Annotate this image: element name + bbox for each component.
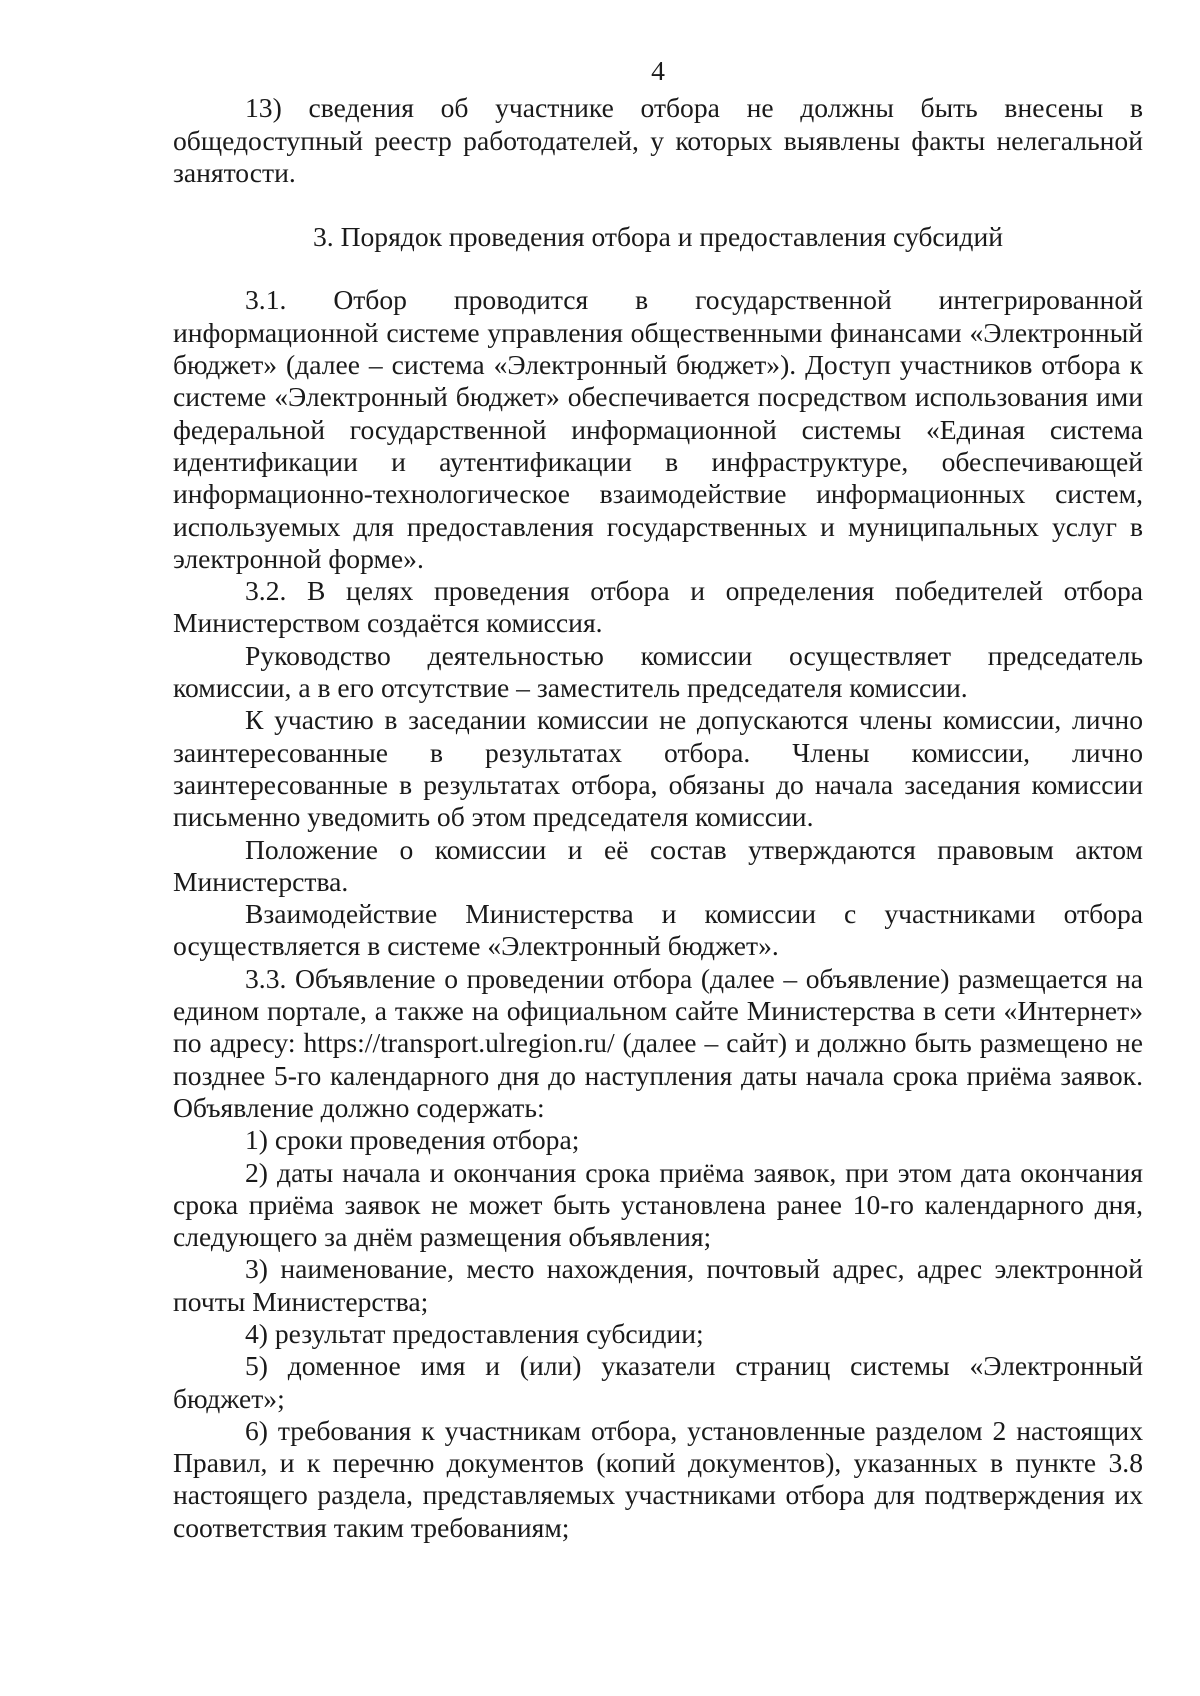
list-item-6: 6) требования к участникам отбора, установленные разделом 2 настоящих Правил, и к перечню документов (копий документов), указанных в пункте 3.8 настоящего раздела, представляемых участниками отбора для подтверждения их соответствия таким требованиям; xyxy=(173,1414,1143,1543)
paragraph-commission-leadership: Руководство деятельностью комиссии осуществляет председатель комиссии, а в его отсутствие – заместитель председателя комиссии. xyxy=(173,639,1143,704)
paragraph-3-1: 3.1. Отбор проводится в государственной интегрированной информационной системе управления общественными финансами «Электронный бюджет» (далее – система «Электронный бюджет»). Доступ участников отбора к системе «Электронный бюджет» обеспечивается посредством использования ими федеральной государственной информационной системы «Единая система идентификации и аутентификации в инфраструктуре, обеспечивающей информационно-технологическое взаимодействие информационных систем, используемых для предоставления государственных и муниципальных услуг в электронной форме». xyxy=(173,284,1143,574)
list-item-2: 2) даты начала и окончания срока приёма заявок, при этом дата окончания срока приёма заявок не может быть установлена ранее 10-го календарного дня, следующего за днём размещения объявления; xyxy=(173,1156,1143,1253)
paragraph-commission-regulation: Положение о комиссии и её состав утверждаются правовым актом Министерства. xyxy=(173,833,1143,897)
paragraph-commission-participation: К участию в заседании комиссии не допускаются члены комиссии, лично заинтересованные в результатах отбора. Члены комиссии, лично заинтересованные в результатах отбора, обязаны до начала заседания комиссии письменно уведомить об этом председателя комиссии. xyxy=(173,704,1143,833)
list-item-3: 3) наименование, место нахождения, почтовый адрес, адрес электронной почты Министерства; xyxy=(173,1253,1143,1317)
item-13-paragraph: 13) сведения об участнике отбора не должны быть внесены в общедоступный реестр работодателей, у которых выявлены факты нелегальной занятости. xyxy=(173,92,1143,188)
document-page xyxy=(173,55,1143,1544)
section-title: 3. Порядок проведения отбора и предоставления субсидий xyxy=(312,221,1004,253)
list-item-1: 1) сроки проведения отбора; xyxy=(245,1124,580,1156)
list-item-5: 5) доменное имя и (или) указатели страниц системы «Электронный бюджет»; xyxy=(173,1350,1143,1414)
list-item-4: 4) результат предоставления субсидии; xyxy=(245,1317,704,1349)
paragraph-3-3: 3.3. Объявление о проведении отбора (далее – объявление) размещается на едином портале, а также на официальном сайте Министерства в сети «Интернет» по адресу: https://transport.ulregion.ru/ (далее – сайт) и должно быть размещено не позднее 5-го календарного дня до наступления даты начала срока приёма заявок. Объявление должно содержать: xyxy=(173,962,1143,1123)
paragraph-interaction: Взаимодействие Министерства и комиссии с участниками отбора осуществляется в системе «Электронный бюджет». xyxy=(173,898,1143,962)
paragraph-3-2: 3.2. В целях проведения отбора и определения победителей отбора Министерством создаётся комиссия. xyxy=(173,575,1143,639)
page-number: 4 xyxy=(651,55,665,86)
